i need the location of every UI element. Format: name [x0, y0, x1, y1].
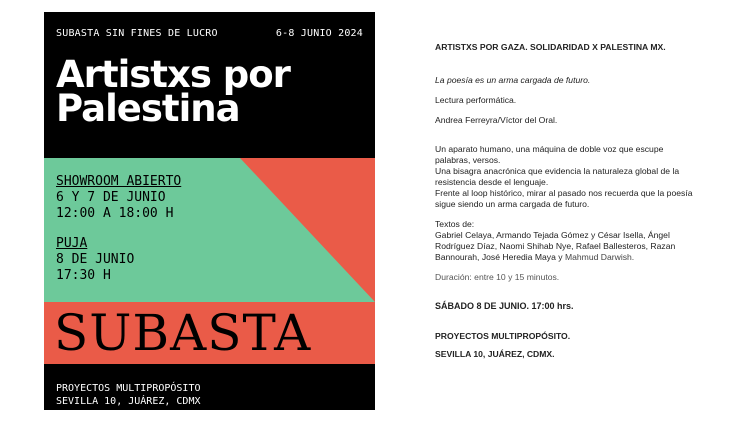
showroom-dates: 6 Y 7 DE JUNIO — [56, 190, 166, 205]
poster-top-row — [56, 28, 363, 39]
poster-title-line1: Artistxs por — [56, 53, 290, 96]
poster-footer — [56, 382, 201, 408]
puja-label: PUJA — [56, 236, 88, 251]
poster-schedule — [56, 174, 181, 284]
puja-time: 17:30 H — [56, 268, 111, 283]
event-date-time: SÁBADO 8 DE JUNIO. 17:00 hrs. — [435, 301, 574, 311]
event-description — [435, 42, 695, 360]
performance-type: Lectura performática. — [435, 95, 517, 105]
poster-tagline: SUBASTA SIN FINES DE LUCRO — [56, 28, 218, 39]
duration: Duración: entre 10 y 15 minutos. — [435, 272, 560, 282]
puja-date: 8 DE JUNIO — [56, 252, 135, 267]
texts-authors-list — [435, 230, 695, 263]
event-poster — [44, 12, 375, 410]
showroom-time: 12:00 A 18:00 H — [56, 206, 174, 221]
description-heading: ARTISTXS POR GAZA. SOLIDARIDAD X PALESTINA MX. — [435, 42, 666, 52]
event-address: SEVILLA 10, JUÁREZ, CDMX. — [435, 349, 555, 359]
poster-date-range: 6-8 JUNIO 2024 — [275, 28, 363, 39]
poster-venue: PROYECTOS MULTIPROPÓSITO — [56, 383, 201, 394]
description-subtitle: La poesía es un arma cargada de futuro. — [435, 75, 591, 85]
poster-big-word: SUBASTA — [54, 304, 312, 362]
poster-title-line2: Palestina — [56, 87, 240, 130]
description-paragraph-1: Un aparato humano, una máquina de doble voz que escupe palabras, versos. — [435, 144, 664, 165]
texts-authors-main: Gabriel Celaya, Armando Tejada Gómez y César Isella, Ángel Rodríguez Díaz, Naomi Shihab Nye, Rafael Ballesteros, Razan Bannourah, José Heredia Maya y — [435, 230, 676, 262]
poster-title — [56, 53, 365, 130]
event-venue: PROYECTOS MULTIPROPÓSITO. — [435, 331, 571, 341]
poster-address: SEVILLA 10, JUÁREZ, CDMX — [56, 396, 201, 407]
description-paragraph-3: Frente al loop histórico, mirar al pasado nos recuerda que la poesía sigue siendo un arma cargada de futuro. — [435, 188, 693, 209]
performers: Andrea Ferreyra/Víctor del Oral. — [435, 115, 558, 125]
texts-label: Textos de: — [435, 219, 475, 229]
texts-authors-last: Mahmud Darwish. — [564, 252, 635, 262]
showroom-label: SHOWROOM ABIERTO — [56, 174, 182, 189]
description-paragraph-2: Una bisagra anacrónica que evidencia la naturaleza global de la resistencia desde el lenguaje. — [435, 166, 680, 187]
